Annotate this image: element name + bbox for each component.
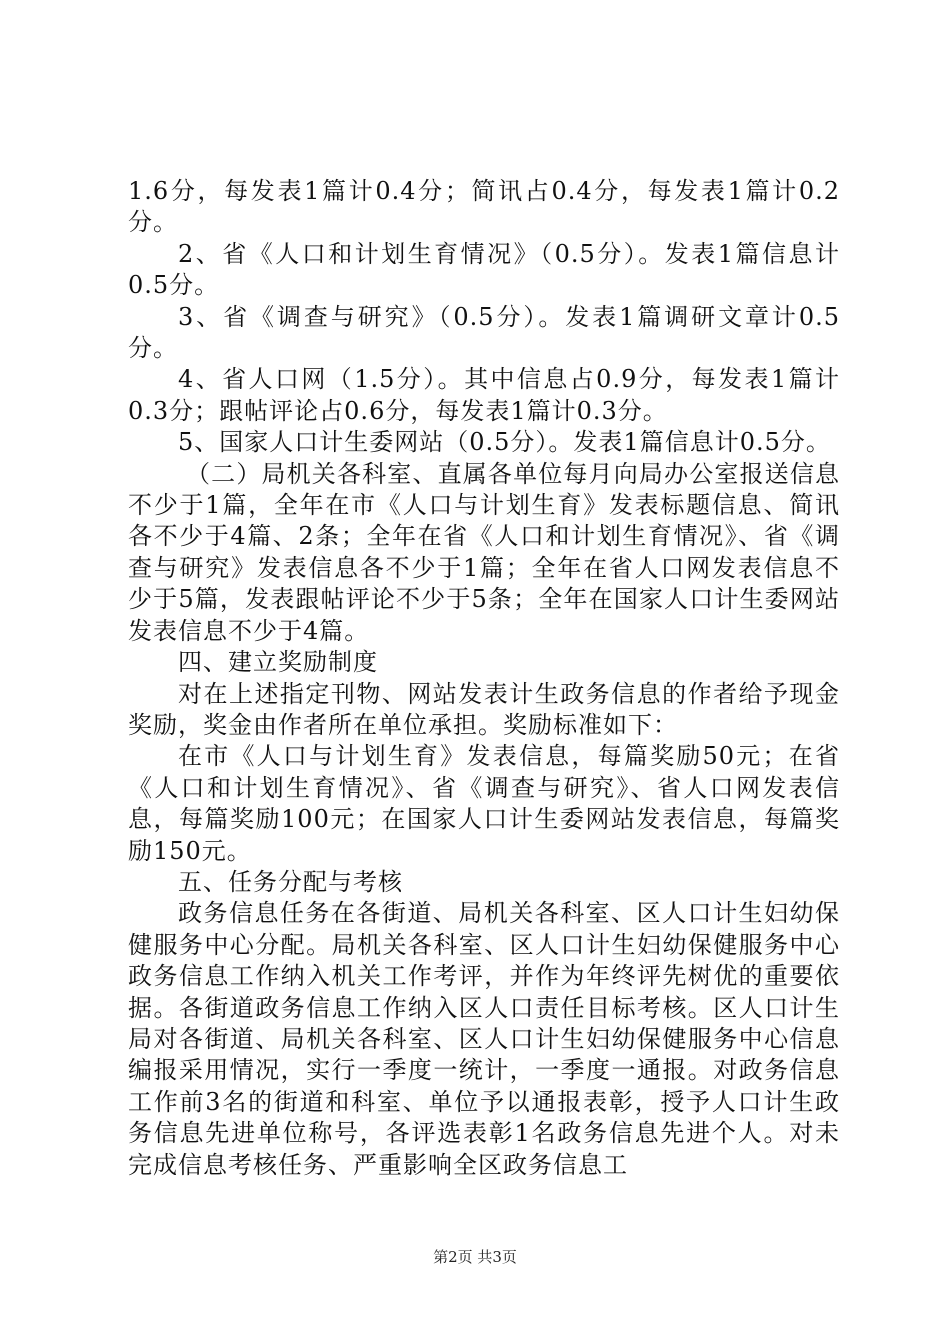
- paragraph-section-2-requirements: （二）局机关各科室、直属各单位每月向局办公室报送信息不少于1篇，全年在市《人口与计划生育》发表标题信息、简讯各不少于4篇、2条；全年在省《人口和计划生育情况》、省《调查与研究》发表信息各不少于1篇；全年在省人口网发表信息不少于5篇，发表跟帖评论不少于5条；全年在国家人口计生委网站发表信息不少于4篇。: [128, 459, 840, 645]
- page-number-footer: 第2页 共3页: [433, 1248, 517, 1266]
- paragraph-reward-standards: 在市《人口与计划生育》发表信息，每篇奖励50元；在省《人口和计划生育情况》、省《调查与研究》、省人口网发表信息，每篇奖励100元；在国家人口计生委网站发表信息，每篇奖励150元。: [128, 742, 840, 865]
- paragraph-item-5: 5、国家人口计生委网站（0.5分）。发表1篇信息计0.5分。: [178, 428, 831, 457]
- paragraph-task-assessment: 政务信息任务在各街道、局机关各科室、区人口计生妇幼保健服务中心分配。局机关各科室、区人口计生妇幼保健服务中心政务信息工作纳入机关工作考评，并作为年终评先树优的重要依据。各街道政务信息工作纳入区人口责任目标考核。区人口计生局对各街道、局机关各科室、区人口计生妇幼保健服务中心信息编报采用情况，实行一季度一统计，一季度一通报。对政务信息工作前3名的街道和科室、单位予以通报表彰，授予人口计生政务信息先进单位称号，各评选表彰1名政务信息先进个人。对未完成信息考核任务、严重影响全区政务信息工: [128, 899, 840, 1179]
- paragraph-scoring-continued: 1.6分，每发表1篇计0.4分；简讯占0.4分，每发表1篇计0.2分。: [128, 177, 840, 237]
- heading-task-assessment: 五、任务分配与考核: [178, 867, 403, 896]
- heading-reward-system: 四、建立奖励制度: [178, 648, 378, 677]
- document-body: [128, 176, 840, 1181]
- paragraph-item-4: 4、省人口网（1.5分）。其中信息占0.9分，每发表1篇计0.3分；跟帖评论占0.6分，每发表1篇计0.3分。: [128, 365, 840, 425]
- paragraph-item-3: 3、省《调查与研究》（0.5分）。发表1篇调研文章计0.5分。: [128, 302, 840, 363]
- paragraph-reward-intro: 对在上述指定刊物、网站发表计生政务信息的作者给予现金奖励，奖金由作者所在单位承担。奖励标准如下：: [128, 679, 840, 739]
- paragraph-item-2: 2、省《人口和计划生育情况》（0.5分）。发表1篇信息计0.5分。: [128, 239, 840, 300]
